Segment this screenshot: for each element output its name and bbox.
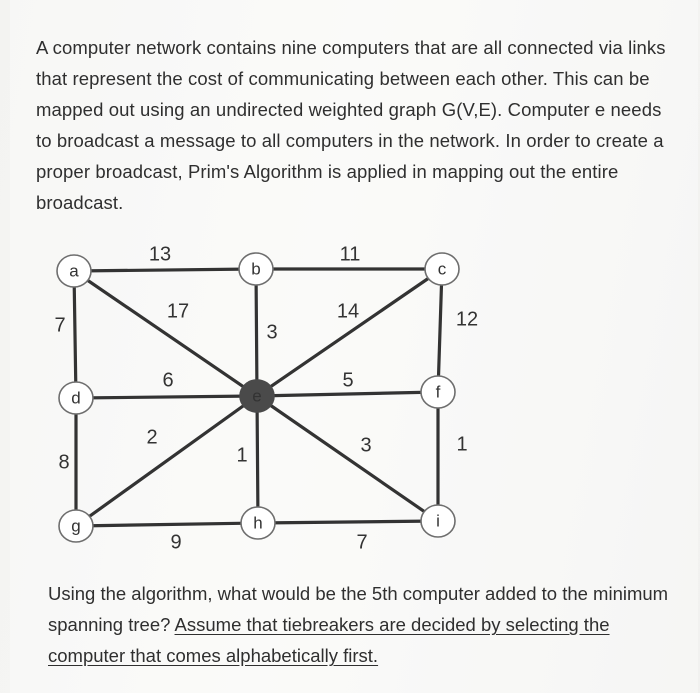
edge-weight-d-e: 6 [162, 369, 174, 392]
edge-e-g [76, 396, 257, 526]
edge-weight-f-i: 1 [456, 433, 468, 456]
edge-weight-e-g: 2 [146, 426, 158, 449]
node-label-g: g [71, 516, 81, 536]
edge-weight-c-f: 12 [455, 308, 479, 331]
edge-a-d [74, 271, 76, 398]
edge-e-f [257, 392, 438, 396]
node-c [425, 253, 459, 285]
question-text: A computer network contains nine computers that are all connected via links that represent the cost of communicating between each other. This can be mapped out using an undirected weighted graph G(V,E). Computer e needs to broadcast a message to all computers in the network. In order to create a proper broadcast, Prim's Algorithm is applied in mapping out the entire broadcast. [36, 37, 666, 213]
node-label-b: b [251, 259, 261, 279]
node-d [59, 382, 93, 414]
edge-g-h [76, 523, 258, 526]
node-f [421, 376, 455, 408]
edge-weight-e-i: 3 [360, 434, 372, 457]
node-label-i: i [436, 511, 440, 531]
node-g [59, 510, 93, 542]
node-label-f: f [435, 382, 441, 402]
edge-weight-c-e: 14 [336, 300, 360, 323]
node-b [239, 253, 273, 285]
node-e [240, 380, 274, 412]
node-i [421, 505, 455, 537]
node-h [241, 507, 275, 539]
edge-a-b [74, 269, 256, 271]
edge-weight-a-d: 7 [54, 314, 66, 337]
edge-h-i [258, 521, 438, 523]
node-label-h: h [253, 513, 263, 533]
followup-prefix: Using the algorithm, what would be the 5th computer added to the minimum spanning tree? [48, 583, 669, 635]
node-a [57, 255, 91, 287]
edge-weight-e-h: 1 [236, 444, 248, 467]
edge-e-h [257, 396, 258, 523]
edge-weight-b-c: 11 [339, 243, 361, 266]
edge-weight-e-f: 5 [342, 369, 354, 392]
node-label-d: d [71, 388, 81, 408]
edge-weight-d-g: 8 [58, 451, 70, 474]
tiebreaker-note: Assume that tiebreakers are decided by selecting the computer that comes alphabetically first. [48, 614, 610, 666]
edge-c-f [438, 269, 442, 392]
edge-d-e [76, 396, 257, 398]
node-label-a: a [69, 261, 79, 281]
edge-weight-h-i: 7 [356, 531, 368, 554]
node-label-e: e [252, 386, 262, 406]
edge-weight-b-e: 3 [266, 321, 278, 344]
edge-weight-g-h: 9 [170, 531, 182, 554]
node-label-c: c [437, 259, 447, 279]
edge-weight-a-b: 13 [148, 243, 172, 266]
followup-question [48, 578, 688, 671]
edge-b-e [256, 269, 257, 396]
edge-e-i [257, 396, 438, 521]
edge-weight-a-e: 17 [166, 300, 190, 323]
